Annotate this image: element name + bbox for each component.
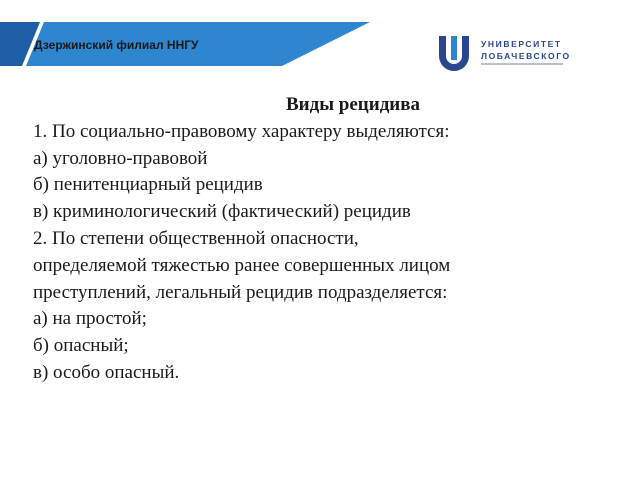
content-line: а) уголовно-правовой: [33, 147, 208, 169]
content-line: а) на простой;: [33, 308, 147, 330]
logo-text-line1: УНИВЕРСИТЕТ: [481, 39, 562, 49]
logo-text-line2: ЛОБАЧЕВСКОГО: [481, 51, 571, 61]
content-line: в) криминологический (фактический) рецидив: [33, 201, 411, 223]
branch-name: Дзержинский филиал ННГУ: [34, 38, 199, 52]
university-logo: [436, 34, 586, 74]
content-line: 2. По степени общественной опасности,: [33, 227, 359, 249]
content-line: преступлений, легальный рецидив подразделяется:: [33, 281, 448, 303]
content-line: 1. По социально-правовому характеру выделяются:: [33, 120, 450, 142]
content-line: б) пенитенциарный рецидив: [33, 174, 263, 196]
content-line: определяемой тяжестью ранее совершенных лицом: [33, 254, 451, 276]
content-line: б) опасный;: [33, 335, 129, 357]
slide-content: [33, 92, 613, 387]
slide-heading: Виды рецидива: [285, 94, 421, 115]
content-line: в) особо опасный.: [33, 361, 180, 383]
logo-tagline-decoration: [481, 63, 563, 65]
university-emblem-icon: [436, 34, 472, 72]
